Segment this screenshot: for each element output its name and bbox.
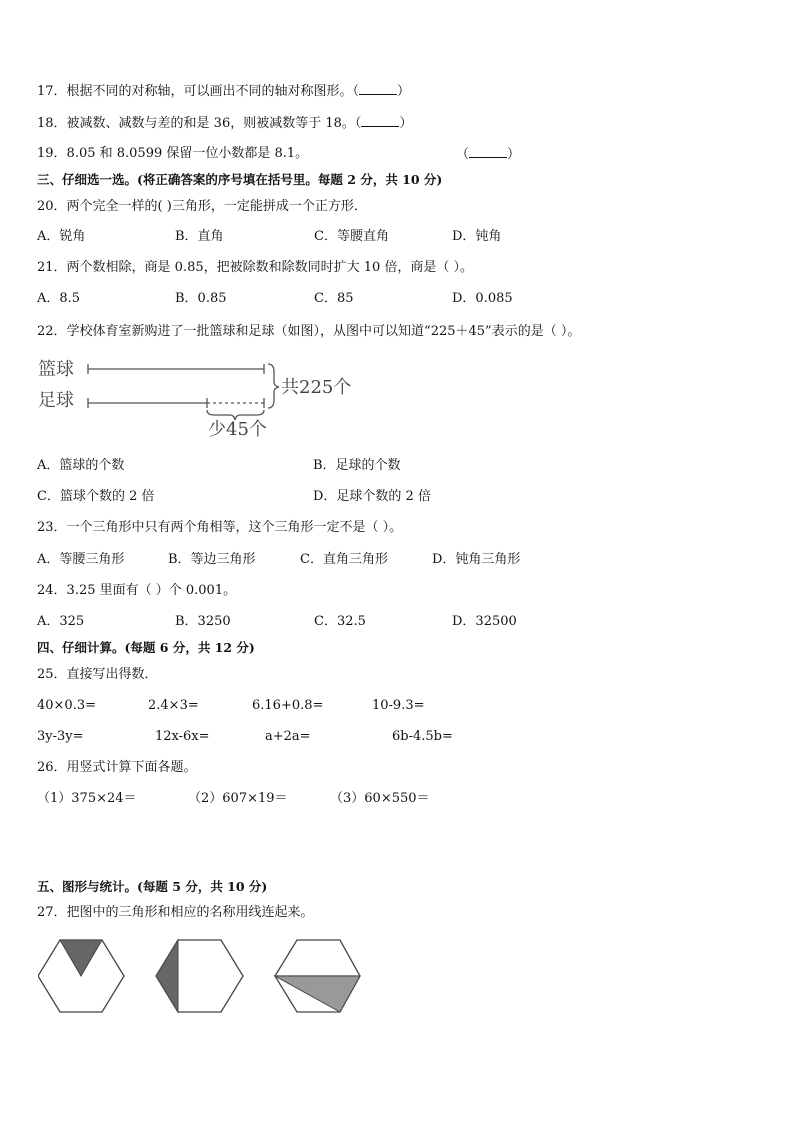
calc-item: 6.16+0.8= [252,698,324,713]
question-24: 24．3.25 里面有（ ）个 0.001。 [37,583,237,598]
total-brace [268,364,279,408]
answer-blank[interactable] [359,82,397,95]
answer-blank[interactable] [469,145,507,158]
calc-item: 10-9.3= [372,698,425,713]
q19-paren-open: （ [456,147,470,162]
q22-option-a[interactable]: A．篮球的个数 [37,458,125,473]
total-label: 共225个 [281,377,352,398]
label-football: 足球 [38,390,74,411]
question-25: 25．直接写出得数． [37,667,158,682]
q23-option-a[interactable]: A．等腰三角形 [37,552,125,567]
q22-option-b[interactable]: B．足球的个数 [313,458,401,473]
question-27: 27．把图中的三角形和相应的名称用线连起来。 [37,905,314,920]
answer-blank[interactable] [361,114,399,127]
question-17 [37,82,410,101]
question-18 [37,114,412,133]
q22-option-d[interactable]: D．足球个数的 2 倍 [313,489,431,504]
question-21: 21．两个数相除，商是 0.85，把被除数和除数同时扩大 10 倍，商是（ ）。 [37,260,474,275]
q22-option-c[interactable]: C．篮球个数的 2 倍 [37,489,155,504]
vertical-calc-item: （1）375×24＝ [37,791,137,806]
q24-option-d[interactable]: D．32500 [452,614,517,629]
q23-option-c[interactable]: C．直角三角形 [300,552,388,567]
q24-option-a[interactable]: A．325 [37,614,85,629]
less-label: 少45个 [208,419,267,440]
q17-close: ） [397,84,411,99]
ball-diagram [38,352,368,442]
hexagon-3 [275,940,360,1012]
hexagon-2 [156,940,243,1012]
q19-text: 19．8.05 和 8.0599 保留一位小数都是 8.1。 [37,146,309,161]
q20-option-c[interactable]: C．等腰直角 [314,229,389,244]
q19-answer [456,145,520,164]
shaded-triangle [156,940,178,1012]
q21-option-a[interactable]: A．8.5 [37,291,81,306]
calc-item: 3y-3y= [37,729,84,744]
question-19 [37,145,308,163]
calc-item: 6b-4.5b= [392,729,453,744]
hexagon-1 [38,940,124,1012]
question-22: 22．学校体育室新购进了一批篮球和足球（如图），从图中可以知道“225＋45”表示的是（ ）。 [37,324,581,339]
q24-option-c[interactable]: C．32.5 [314,614,366,629]
calc-item: 12x-6x= [155,729,210,744]
q21-option-c[interactable]: C．85 [314,291,354,306]
q21-option-d[interactable]: D．0.085 [452,291,513,306]
q23-option-d[interactable]: D．钝角三角形 [432,552,521,567]
q17-text: 17．根据不同的对称轴，可以画出不同的轴对称图形。（ [37,84,360,99]
question-26: 26．用竖式计算下面各题。 [37,760,197,775]
question-20: 20．两个完全一样的( )三角形，一定能拼成一个正方形． [37,199,367,214]
basketball-bar [88,364,264,374]
q20-option-b[interactable]: B．直角 [175,229,224,244]
calc-item: 40×0.3= [37,698,97,713]
q18-text: 18．被减数、减数与差的和是 36，则被减数等于 18。（ [37,116,362,131]
q21-option-b[interactable]: B．0.85 [175,291,227,306]
q20-option-d[interactable]: D．钝角 [452,229,502,244]
label-basketball: 篮球 [38,359,74,380]
calc-item: a+2a= [265,729,311,744]
q24-option-b[interactable]: B．3250 [175,614,231,629]
section-4-heading: 四、仔细计算。(每题 6 分，共 12 分) [37,640,255,655]
hexagon-figures [38,938,363,1016]
q20-option-a[interactable]: A．锐角 [37,229,86,244]
q18-close: ） [399,116,413,131]
q19-paren-close: ） [507,147,521,162]
vertical-calc-item: （2）607×19＝ [188,791,288,806]
question-23: 23．一个三角形中只有两个角相等，这个三角形一定不是（ ）。 [37,520,403,535]
section-3-heading: 三、仔细选一选。(将正确答案的序号填在括号里。每题 2 分，共 10 分) [37,172,443,187]
section-5-heading: 五、图形与统计。(每题 5 分，共 10 分) [37,879,268,894]
vertical-calc-item: （3）60×550＝ [330,791,430,806]
football-bar [88,398,264,408]
calc-item: 2.4×3= [148,698,199,713]
q23-option-b[interactable]: B．等边三角形 [168,552,256,567]
